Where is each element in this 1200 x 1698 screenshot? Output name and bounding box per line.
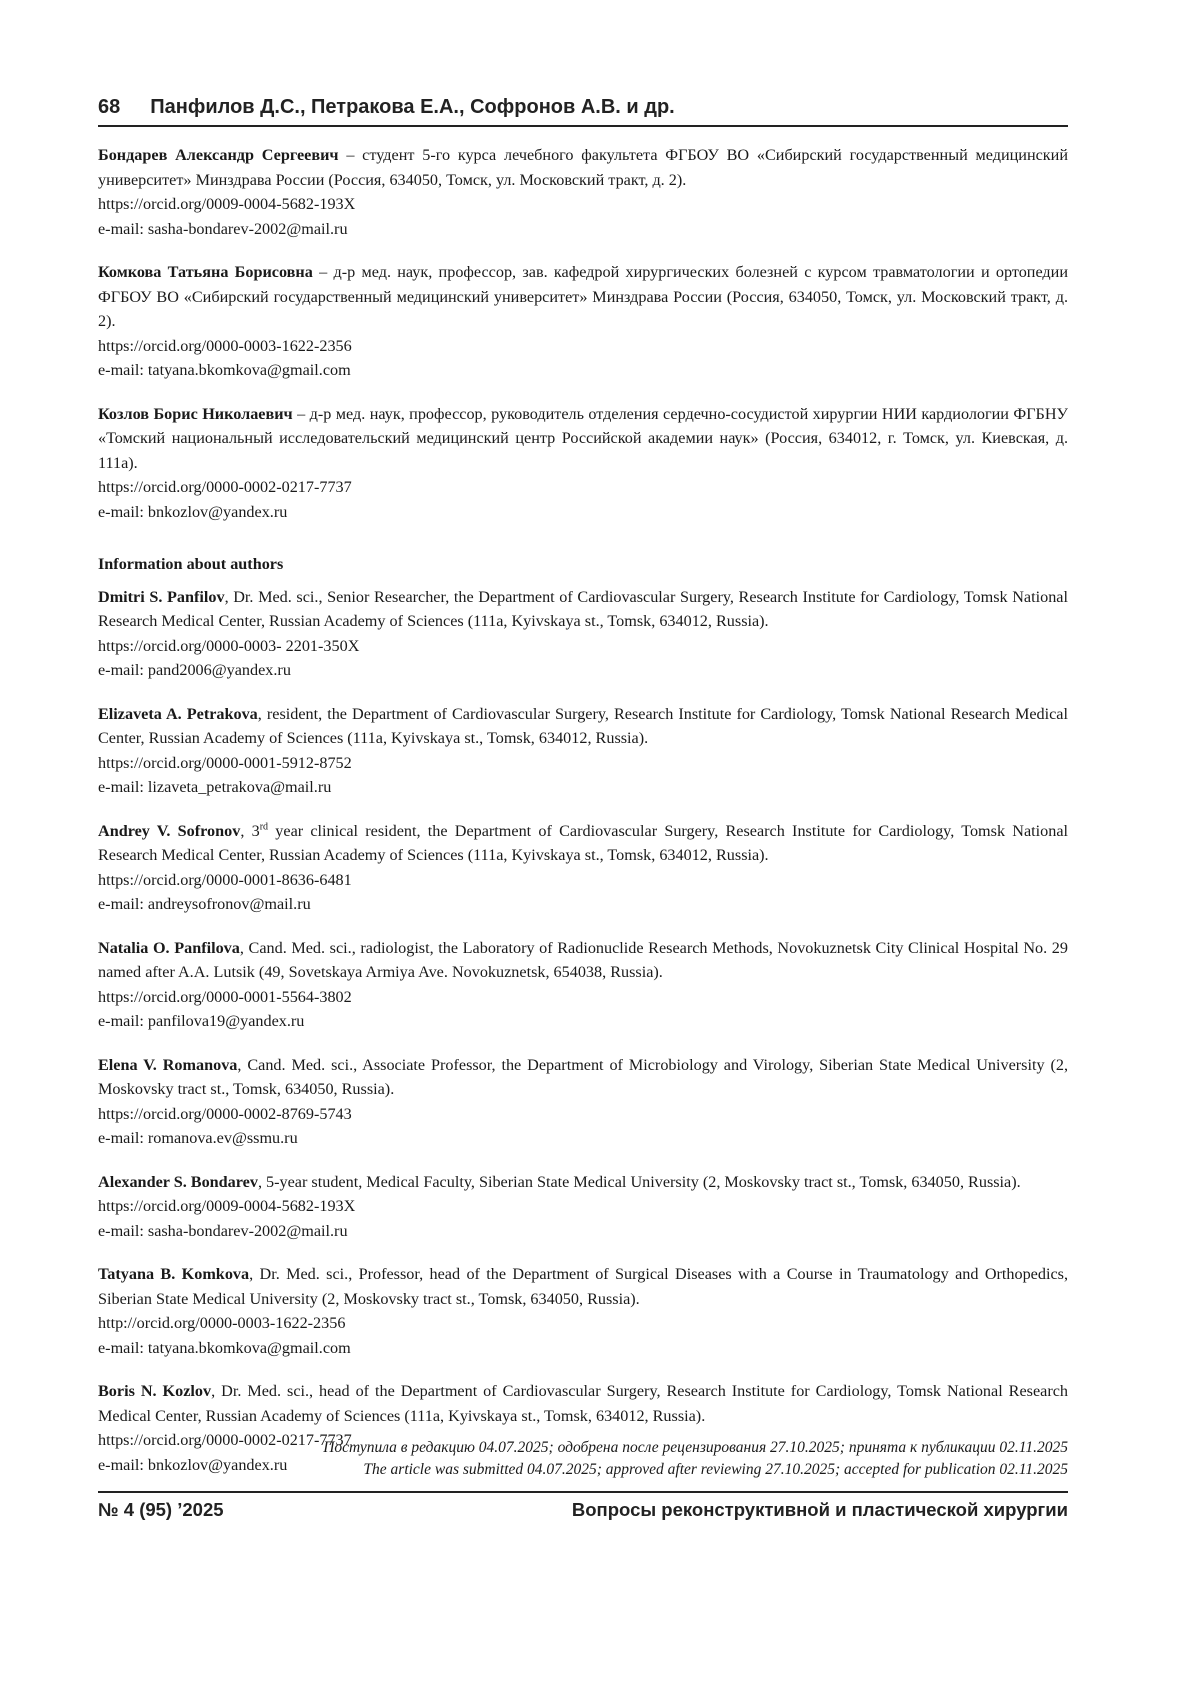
- author-description: , Dr. Med. sci., Senior Researcher, the Department of Cardiovascular Surgery, Research Institute for Cardiology, Tomsk National Research Medical Center, Russian Academy of Sciences (111a, Kyivskaya st., Tomsk, 634012, Russia).: [98, 587, 1068, 630]
- author-description: – студент 5-го курса лечебного факультета ФГБОУ ВО «Сибирский государственный медицинский университет» Минздрава России (Россия, 634050, Томск, ул. Московский тракт, д. 2).: [98, 146, 1068, 189]
- author-entry-en: [98, 936, 1068, 1034]
- author-entry-en: [98, 1170, 1068, 1244]
- author-description: – д-р мед. наук, профессор, зав. кафедрой хирургических болезней с курсом травматологии и ортопедии ФГБОУ ВО «Сибирский государственный медицинский университет» Минздрава России (Россия, 634050, Томск, ул. Московский тракт, д. 2).: [98, 263, 1068, 330]
- author-description: , Dr. Med. sci., Professor, head of the Department of Surgical Diseases with a Course in Traumatology and Orthopedics, Siberian State Medical University (2, Moskovsky tract st., Tomsk, 634050, Russia).: [98, 1265, 1068, 1308]
- author-name: Козлов Борис Николаевич: [98, 404, 293, 423]
- author-name: Boris N. Kozlov: [98, 1382, 212, 1400]
- orcid-link[interactable]: https://orcid.org/0009-0004-5682-193X: [98, 1197, 356, 1215]
- author-name: Elizaveta A. Petrakova: [98, 704, 258, 723]
- email-link[interactable]: e-mail: panfilova19@yandex.ru: [98, 1012, 305, 1030]
- orcid-link[interactable]: https://orcid.org/0000-0001-5564-3802: [98, 987, 352, 1006]
- page-number: 68: [98, 96, 121, 118]
- dates-english: The article was submitted 04.07.2025; approved after reviewing 27.10.2025; accepted for publication 02.11.2025: [363, 1461, 1068, 1478]
- author-entry-ru: [98, 143, 1068, 241]
- author-description: , Dr. Med. sci., head of the Department of Cardiovascular Surgery, Research Institute for Cardiology, Tomsk National Research Medical Center, Russian Academy of Sciences (111a, Kyivskaya st., Tomsk, 634012, Russia).: [98, 1382, 1068, 1425]
- email-link[interactable]: e-mail: bnkozlov@yandex.ru: [98, 502, 288, 521]
- orcid-link[interactable]: https://orcid.org/0000-0001-8636-6481: [98, 870, 352, 889]
- author-entry-en: [98, 1053, 1068, 1151]
- page: [98, 96, 1068, 1496]
- footer-journal: Вопросы реконструктивной и пластической хирургии: [571, 1499, 1068, 1520]
- running-head-authors: Панфилов Д.С., Петракова Е.А., Софронов А.В. и др.: [150, 96, 675, 118]
- dates-russian: Поступила в редакцию 04.07.2025; одобрена после рецензирования 27.10.2025; принята к публикации 02.11.2025: [323, 1439, 1068, 1456]
- author-entry-en: [98, 1379, 1068, 1477]
- running-head: [98, 96, 1068, 127]
- email-link[interactable]: e-mail: sasha-bondarev-2002@mail.ru: [98, 1221, 348, 1240]
- email-link[interactable]: e-mail: romanova.ev@ssmu.ru: [98, 1129, 298, 1147]
- author-name: Tatyana B. Komkova: [98, 1265, 250, 1283]
- email-link[interactable]: e-mail: andreysofronov@mail.ru: [98, 895, 311, 913]
- section-title: Information about authors: [98, 555, 284, 573]
- author-entry-en: [98, 702, 1068, 800]
- orcid-link[interactable]: http://orcid.org/0000-0003-1622-2356: [98, 1314, 346, 1332]
- footer-issue: № 4 (95) ’2025: [98, 1499, 224, 1520]
- author-name: Andrey V. Sofronov: [98, 821, 241, 840]
- email-link[interactable]: e-mail: tatyana.bkomkova@gmail.com: [98, 361, 351, 379]
- orcid-link[interactable]: https://orcid.org/0000-0002-0217-7737: [98, 1431, 352, 1449]
- author-description: , Cand. Med. sci., Associate Professor, the Department of Microbiology and Virology, Siberian State Medical University (2, Moskovsky tract st., Tomsk, 634050, Russia).: [98, 1055, 1068, 1098]
- orcid-link[interactable]: https://orcid.org/0000-0002-0217-7737: [98, 478, 352, 496]
- author-name: Dmitri S. Panfilov: [98, 587, 225, 606]
- email-link[interactable]: e-mail: bnkozlov@yandex.ru: [98, 1455, 288, 1474]
- orcid-link[interactable]: https://orcid.org/0000-0003-1622-2356: [98, 336, 352, 355]
- content: [98, 143, 1068, 1477]
- author-description: – д-р мед. наук, профессор, руководитель отделения сердечно-сосудистой хирургии НИИ кардиологии ФГБНУ «Томский национальный исследовательский медицинский центр Российской академии наук» (Россия, 634012, г. Томск, ул. Киевская, д. 111а).: [98, 404, 1068, 472]
- author-name: Alexander S. Bondarev: [98, 1172, 258, 1191]
- orcid-link[interactable]: https://orcid.org/0000-0002-8769-5743: [98, 1104, 352, 1123]
- ordinal-suffix: rd: [259, 821, 269, 833]
- email-link[interactable]: e-mail: tatyana.bkomkova@gmail.com: [98, 1338, 351, 1357]
- orcid-link[interactable]: https://orcid.org/0000-0001-5912-8752: [98, 753, 352, 772]
- orcid-link[interactable]: https://orcid.org/0009-0004-5682-193X: [98, 195, 356, 213]
- author-name: Natalia O. Panfilova: [98, 938, 240, 957]
- author-name: Комкова Татьяна Борисовна: [98, 263, 313, 281]
- author-description-prefix: , 3: [240, 821, 260, 840]
- email-link[interactable]: e-mail: sasha-bondarev-2002@mail.ru: [98, 219, 348, 238]
- author-description: , resident, the Department of Cardiovascular Surgery, Research Institute for Cardiology, Tomsk National Research Medical Center, Russian Academy of Sciences (111a, Kyivskaya st., Tomsk, 634012, Russia).: [98, 704, 1068, 747]
- orcid-link[interactable]: https://orcid.org/0000-0003- 2201-350X: [98, 636, 360, 655]
- author-name: Бондарев Александр Сергеевич: [98, 146, 339, 164]
- author-entry-en: [98, 819, 1068, 917]
- author-description: , Cand. Med. sci., radiologist, the Laboratory of Radionuclide Research Methods, Novokuznetsk City Clinical Hospital No. 29 named after A.A. Lutsik (49, Sovetskaya Armiya Ave. Novokuznetsk, 654038, Russia).: [98, 938, 1068, 981]
- author-entry-en: [98, 585, 1068, 683]
- author-entry-ru: [98, 260, 1068, 383]
- email-link[interactable]: e-mail: lizaveta_petrakova@mail.ru: [98, 778, 332, 796]
- author-description: year clinical resident, the Department of Cardiovascular Surgery, Research Institute for Cardiology, Tomsk National Research Medical Center, Russian Academy of Sciences (111a, Kyivskaya st., Tomsk, 634012, Russia).: [98, 821, 1069, 864]
- author-entry-ru: [98, 402, 1068, 525]
- author-entry-en: [98, 1262, 1068, 1360]
- email-link[interactable]: e-mail: pand2006@yandex.ru: [98, 661, 291, 679]
- author-name: Elena V. Romanova: [98, 1055, 238, 1074]
- author-description: , 5-year student, Medical Faculty, Siberian State Medical University (2, Moskovsky tract st., Tomsk, 634050, Russia).: [257, 1172, 1021, 1191]
